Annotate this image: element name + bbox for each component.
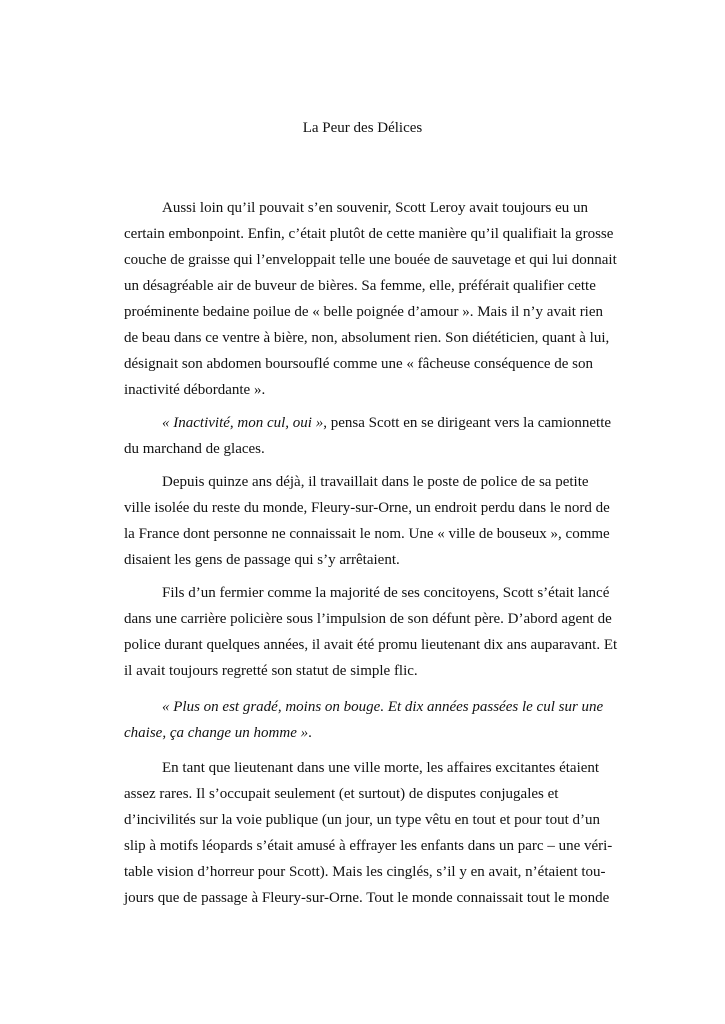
italic-quote: « Plus on est gradé, moins on bouge. Et dix années passées le cul sur une <box>162 699 604 715</box>
text-line: disaient les gens de passage qui s’y arrêtaient. <box>124 552 400 568</box>
text-line <box>124 723 312 743</box>
text-line: Fils d’un fermier comme la majorité de ses concitoyens, Scott s’était lancé <box>162 585 610 601</box>
text-line: proéminente bedaine poilue de « belle poignée d’amour ». Mais il n’y avait rien <box>124 304 604 320</box>
text-line: la France dont personne ne connaissait le nom. Une « ville de bouseux », comme <box>124 526 610 542</box>
text-line: un désagréable air de buveur de bières. Sa femme, elle, préférait qualifier cette <box>124 278 596 294</box>
text-line: de beau dans ce ventre à bière, non, absolument rien. Son diététicien, quant à lui, <box>124 330 610 346</box>
text-line: il avait toujours regretté son statut de simple flic. <box>124 663 418 679</box>
italic-quote: chaise, ça change un homme » <box>124 725 309 741</box>
text-line: certain embonpoint. Enfin, c’était plutôt de cette manière qu’il qualifiait la grosse <box>124 226 614 242</box>
italic-quote: « Inactivité, mon cul, oui » <box>162 415 324 431</box>
text-line: table vision d’horreur pour Scott). Mais les cinglés, s’il y en avait, n’étaient tou- <box>124 864 606 880</box>
text-segment: . <box>308 725 312 741</box>
text-line: slip à motifs léopards s’était amusé à effrayer les enfants dans un parc – une véri- <box>124 838 613 854</box>
document-title: La Peur des Délices <box>302 120 423 136</box>
text-line: Depuis quinze ans déjà, il travaillait dans le poste de police de sa petite <box>162 474 589 490</box>
text-line: d’incivilités sur la voie publique (un jour, un type vêtu en tout et pour tout d’un <box>124 812 600 828</box>
text-line: du marchand de glaces. <box>124 441 265 457</box>
text-line: jours que de passage à Fleury-sur-Orne. Tout le monde connaissait tout le monde <box>124 890 610 906</box>
text-line: désignait son abdomen boursouflé comme une « fâcheuse conséquence de son <box>124 356 594 372</box>
text-line: couche de graisse qui l’enveloppait telle une bouée de sauvetage et qui lui donnait <box>124 252 617 268</box>
text-line: dans une carrière policière sous l’impulsion de son défunt père. D’abord agent de <box>124 611 612 627</box>
text-line <box>162 413 611 433</box>
text-segment: , pensa Scott en se dirigeant vers la camionnette <box>323 415 612 431</box>
text-line: police durant quelques années, il avait été promu lieutenant dix ans auparavant. Et <box>124 637 618 653</box>
text-line: Aussi loin qu’il pouvait s’en souvenir, Scott Leroy avait toujours eu un <box>162 200 589 216</box>
text-line: inactivité débordante ». <box>124 382 266 398</box>
text-line: assez rares. Il s’occupait seulement (et surtout) de disputes conjugales et <box>124 786 559 802</box>
text-line: ville isolée du reste du monde, Fleury-sur-Orne, un endroit perdu dans le nord de <box>124 500 610 516</box>
text-line: En tant que lieutenant dans une ville morte, les affaires excitantes étaient <box>162 760 600 776</box>
